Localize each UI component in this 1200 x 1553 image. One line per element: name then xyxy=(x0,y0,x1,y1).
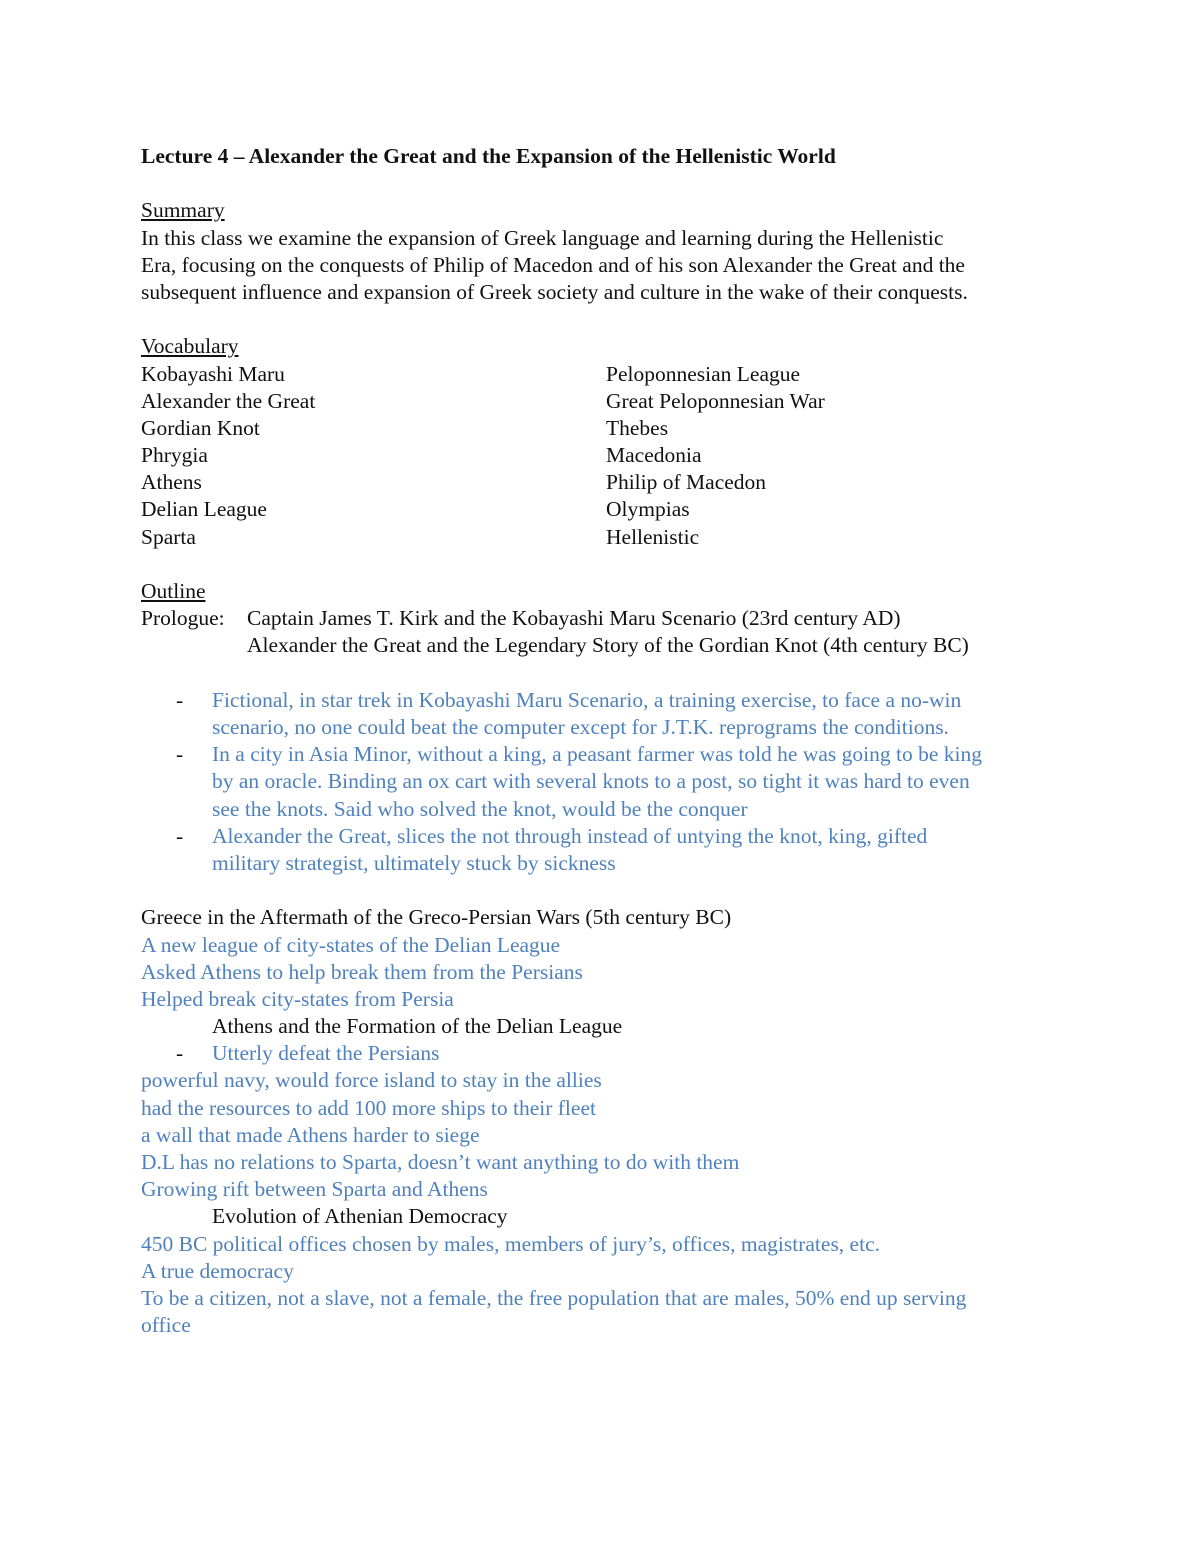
vocab-term: Kobayashi Maru xyxy=(141,361,285,386)
note-line: Growing rift between Sparta and Athens xyxy=(141,1177,488,1202)
note-line: by an oracle. Binding an ox cart with several knots to a post, so tight it was hard to even xyxy=(212,769,970,794)
summary-line: Era, focusing on the conquests of Philip of Macedon and of his son Alexander the Great and the xyxy=(141,252,965,277)
vocabulary-heading: Vocabulary xyxy=(141,334,239,359)
vocab-term: Philip of Macedon xyxy=(606,470,767,495)
note-line: see the knots. Said who solved the knot, would be the conquer xyxy=(212,796,748,821)
vocab-term: Athens xyxy=(141,470,202,495)
bullet-dash: - xyxy=(176,742,184,767)
bullet-dash: - xyxy=(176,1041,184,1066)
spacer xyxy=(141,877,1071,904)
vocab-term: Thebes xyxy=(606,415,669,440)
list-item xyxy=(141,1040,1071,1067)
bullet-dash: - xyxy=(176,687,184,712)
note-line: military strategist, ultimately stuck by sickness xyxy=(212,850,616,875)
subsection-heading-delian-league: Athens and the Formation of the Delian League xyxy=(212,1014,623,1039)
section-heading-greece: Greece in the Aftermath of the Greco-Persian Wars (5th century BC) xyxy=(141,905,732,930)
list-item xyxy=(141,823,1071,877)
summary-line: In this class we examine the expansion of Greek language and learning during the Hellenistic xyxy=(141,225,944,250)
note-line: powerful navy, would force island to stay in the allies xyxy=(141,1068,602,1093)
list-item xyxy=(141,741,1071,823)
note-line: 450 BC political offices chosen by males, members of jury’s, offices, magistrates, etc. xyxy=(141,1231,880,1256)
note-line: Asked Athens to help break them from the Persians xyxy=(141,959,583,984)
list-item xyxy=(141,687,1071,741)
vocabulary-list xyxy=(141,361,1071,551)
vocab-term: Great Peloponnesian War xyxy=(606,388,825,413)
vocab-term: Peloponnesian League xyxy=(606,361,801,386)
summary-line: subsequent influence and expansion of Greek society and culture in the wake of their conquests. xyxy=(141,279,968,304)
prologue-items xyxy=(247,605,969,659)
prologue-item: Captain James T. Kirk and the Kobayashi Maru Scenario (23rd century AD) xyxy=(247,606,901,631)
note-line: To be a citizen, not a slave, not a female, the free population that are males, 50% end up serving xyxy=(141,1285,967,1310)
prologue-notes-list xyxy=(141,687,1071,877)
vocab-term: Gordian Knot xyxy=(141,415,260,440)
vocab-term: Delian League xyxy=(141,497,267,522)
spacer xyxy=(141,551,1071,578)
prologue-block xyxy=(141,605,1071,659)
spacer xyxy=(141,660,1071,687)
vocabulary-left-column xyxy=(141,361,606,551)
note-line: scenario, no one could beat the computer except for J.T.K. reprograms the conditions. xyxy=(212,714,949,739)
bullet-dash: - xyxy=(176,823,184,848)
note-line: a wall that made Athens harder to siege xyxy=(141,1122,480,1147)
note-line: A true democracy xyxy=(141,1258,294,1283)
prologue-item: Alexander the Great and the Legendary Story of the Gordian Knot (4th century BC) xyxy=(247,633,969,658)
vocab-term: Hellenistic xyxy=(606,524,700,549)
note-line: had the resources to add 100 more ships to their fleet xyxy=(141,1095,596,1120)
vocab-term: Macedonia xyxy=(606,443,702,468)
vocab-term: Alexander the Great xyxy=(141,388,316,413)
note-line: Alexander the Great, slices the not through instead of untying the knot, king, gifted xyxy=(212,823,928,848)
spacer xyxy=(141,170,1071,197)
vocab-term: Phrygia xyxy=(141,443,208,468)
note-line: A new league of city-states of the Delian League xyxy=(141,932,561,957)
note-line: Utterly defeat the Persians xyxy=(212,1041,440,1066)
vocab-term: Olympias xyxy=(606,497,690,522)
note-line: Fictional, in star trek in Kobayashi Maru Scenario, a training exercise, to face a no-win xyxy=(212,687,962,712)
note-line: Helped break city-states from Persia xyxy=(141,986,454,1011)
outline-heading: Outline xyxy=(141,579,206,603)
subsection-heading-athenian-democracy: Evolution of Athenian Democracy xyxy=(212,1204,508,1229)
summary-heading: Summary xyxy=(141,198,225,223)
note-line: office xyxy=(141,1313,191,1338)
prologue-label: Prologue: xyxy=(141,606,225,631)
document-page xyxy=(141,143,1071,1339)
note-line: D.L has no relations to Sparta, doesn’t want anything to do with them xyxy=(141,1150,740,1175)
note-line: In a city in Asia Minor, without a king, a peasant farmer was told he was going to be king xyxy=(212,742,982,767)
page-title: Lecture 4 – Alexander the Great and the Expansion of the Hellenistic World xyxy=(141,144,836,168)
vocab-term: Sparta xyxy=(141,524,196,549)
vocabulary-right-column xyxy=(606,361,1071,551)
spacer xyxy=(141,306,1071,333)
